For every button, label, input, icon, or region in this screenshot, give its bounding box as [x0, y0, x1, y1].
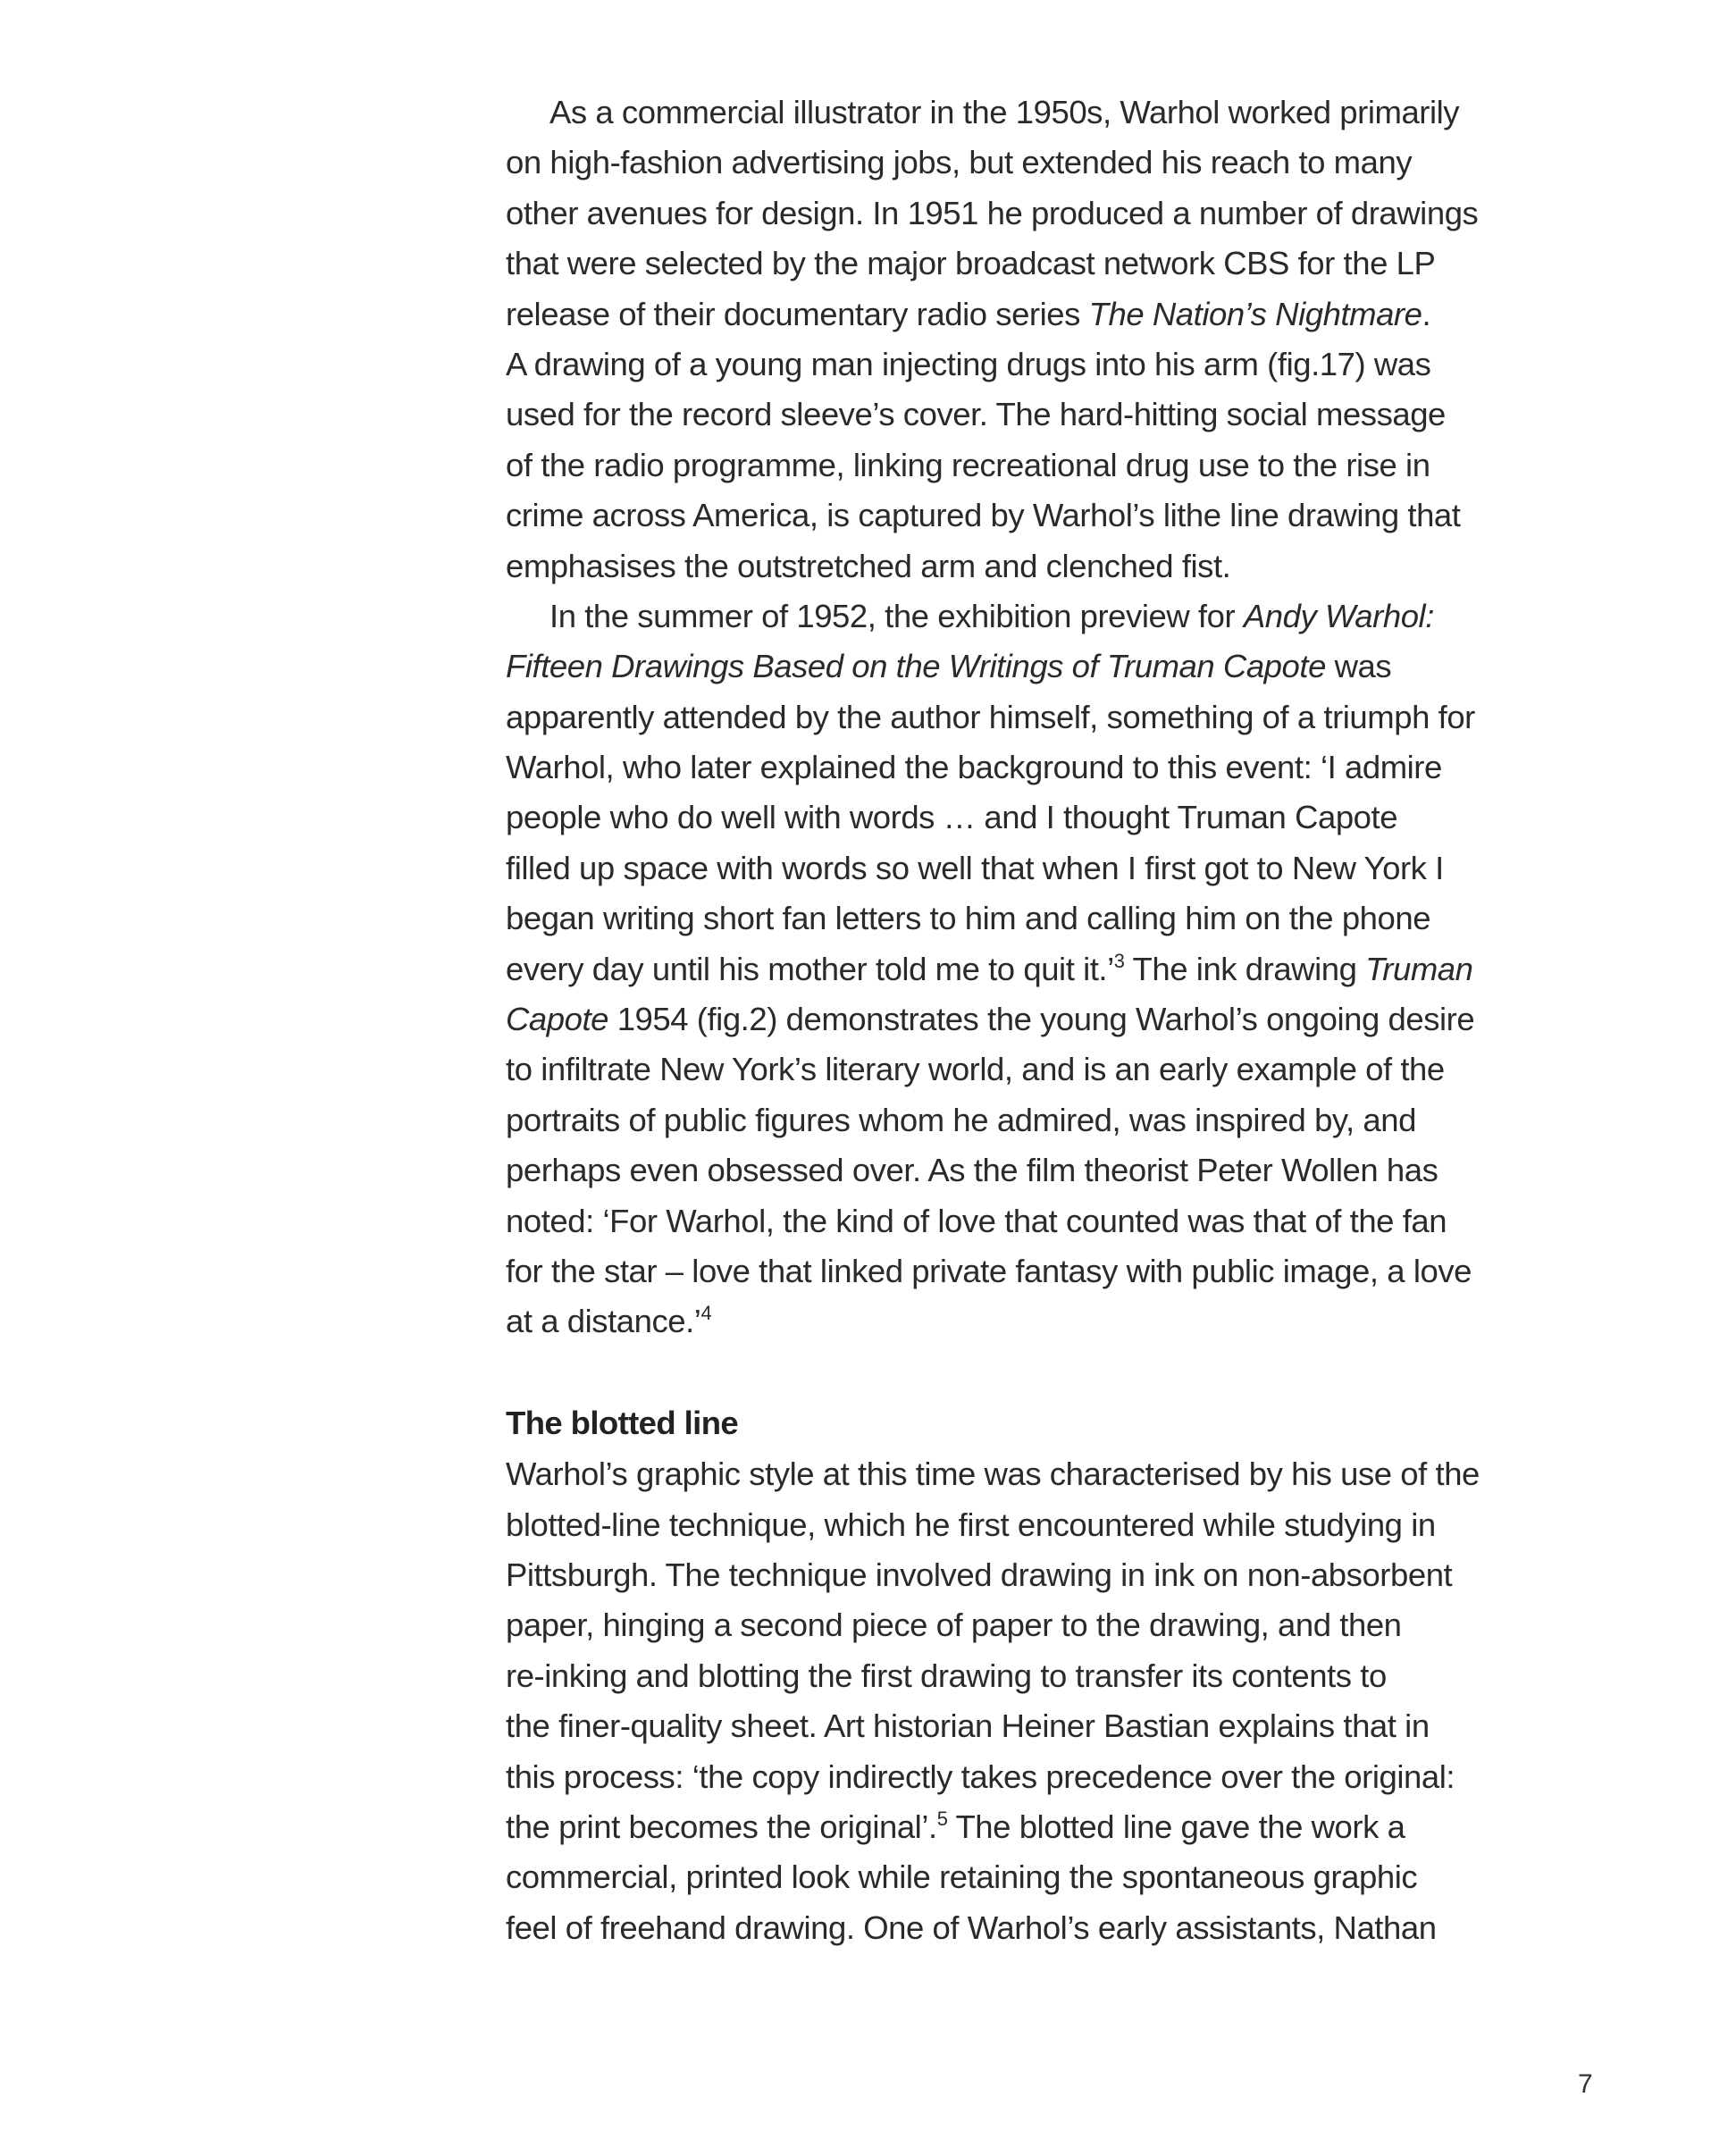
- text-line: [506, 1196, 1605, 1246]
- text-line: [506, 1651, 1605, 1701]
- text-line: [506, 793, 1605, 843]
- text-line: [506, 642, 1605, 692]
- text-run: As a commercial illustrator in the 1950s, Warhol worked primarily: [549, 94, 1460, 130]
- text-line: [506, 1852, 1605, 1902]
- text-run: perhaps even obsessed over. As the film theorist Peter Wollen has: [506, 1152, 1438, 1189]
- text-run: Warhol, who later explained the background to this event: ‘I admire: [506, 749, 1442, 786]
- footnote-marker: 3: [1113, 949, 1125, 972]
- text-run: Warhol’s graphic style at this time was characterised by his use of the: [506, 1456, 1480, 1493]
- text-line: [506, 1145, 1605, 1195]
- text-line: [506, 440, 1605, 491]
- text-line: [506, 591, 1605, 642]
- text-line: [506, 541, 1605, 591]
- text-run: emphasises the outstretched arm and clenched fist.: [506, 547, 1231, 584]
- footnote-marker: 5: [936, 1807, 948, 1830]
- text-run: used for the record sleeve’s cover. The hard-hitting social message: [506, 396, 1446, 433]
- text-line: [506, 1550, 1605, 1600]
- text-line: [506, 944, 1605, 994]
- paragraph: [506, 591, 1605, 1347]
- text-run: feel of freehand drawing. One of Warhol’s early assistants, Nathan: [506, 1909, 1437, 1946]
- text-run: portraits of public figures whom he admired, was inspired by, and: [506, 1101, 1416, 1138]
- text-run: release of their documentary radio series: [506, 295, 1089, 332]
- text-run: of the radio programme, linking recreational drug use to the rise in: [506, 446, 1430, 483]
- text-run: A drawing of a young man injecting drugs into his arm (fig.17) was: [506, 345, 1431, 382]
- text-run: people who do well with words … and I thought Truman Capote: [506, 799, 1398, 836]
- text-run: The ink drawing: [1124, 950, 1366, 987]
- italic-title: Capote: [506, 1001, 608, 1038]
- text-run: .: [1422, 295, 1431, 332]
- text-line: [506, 390, 1605, 440]
- text-line: [506, 491, 1605, 541]
- text-run: began writing short fan letters to him and calling him on the phone: [506, 900, 1431, 937]
- text-line: [506, 239, 1605, 289]
- italic-title: Andy Warhol:: [1243, 597, 1434, 634]
- italic-title: Fifteen Drawings Based on the Writings of Truman Capote: [506, 648, 1326, 685]
- text-line: [506, 189, 1605, 239]
- text-run: re-inking and blotting the first drawing to transfer its contents to: [506, 1657, 1387, 1694]
- text-line: [506, 742, 1605, 793]
- text-line: [506, 994, 1605, 1044]
- text-line: [506, 1095, 1605, 1145]
- body-text-column: [506, 88, 1605, 1953]
- text-line: [506, 692, 1605, 742]
- italic-title: Truman: [1365, 950, 1473, 987]
- text-run: was: [1325, 648, 1392, 685]
- text-run: Pittsburgh. The technique involved drawing in ink on non-absorbent: [506, 1556, 1453, 1593]
- footnote-marker: 4: [700, 1302, 712, 1325]
- text-run: blotted-line technique, which he first encountered while studying in: [506, 1506, 1436, 1543]
- text-run: commercial, printed look while retaining the spontaneous graphic: [506, 1858, 1418, 1896]
- text-line: [506, 893, 1605, 944]
- paragraph: [506, 88, 1605, 591]
- text-line: [506, 1296, 1605, 1346]
- text-run: the print becomes the original’.: [506, 1808, 937, 1845]
- text-line: [506, 1600, 1605, 1650]
- text-run: to infiltrate New York’s literary world, and is an early example of the: [506, 1051, 1445, 1088]
- text-run: for the star – love that linked private fantasy with public image, a love: [506, 1252, 1472, 1289]
- text-line: [506, 1701, 1605, 1751]
- text-run: filled up space with words so well that when I first got to New York I: [506, 849, 1444, 886]
- text-run: paper, hinging a second piece of paper to the drawing, and then: [506, 1607, 1402, 1644]
- text-line: [506, 1752, 1605, 1802]
- text-run: on high-fashion advertising jobs, but extended his reach to many: [506, 144, 1413, 181]
- text-run: at a distance.’: [506, 1303, 701, 1340]
- text-run: other avenues for design. In 1951 he produced a number of drawings: [506, 194, 1479, 231]
- text-line: [506, 88, 1605, 138]
- text-line: [506, 1044, 1605, 1095]
- text-run: 1954 (fig.2) demonstrates the young Warhol’s ongoing desire: [608, 1001, 1475, 1038]
- text-run: noted: ‘For Warhol, the kind of love that counted was that of the fan: [506, 1202, 1447, 1239]
- text-run: apparently attended by the author himself, something of a triumph for: [506, 698, 1475, 735]
- section-gap: [506, 1347, 1605, 1397]
- text-line: [506, 1246, 1605, 1296]
- page-number: 7: [1578, 2069, 1593, 2099]
- text-line: [506, 1903, 1605, 1953]
- text-line: [506, 340, 1605, 390]
- intro-paragraphs: [506, 88, 1605, 1347]
- text-run: crime across America, is captured by Warhol’s lithe line drawing that: [506, 497, 1461, 534]
- section-heading: The blotted line: [506, 1405, 739, 1442]
- text-line: [506, 1802, 1605, 1852]
- italic-title: The Nation’s Nightmare: [1088, 295, 1422, 332]
- text-run: the finer-quality sheet. Art historian Heiner Bastian explains that in: [506, 1707, 1430, 1745]
- text-run: this process: ‘the copy indirectly takes precedence over the original:: [506, 1758, 1455, 1795]
- text-line: [506, 138, 1605, 188]
- text-line: [506, 843, 1605, 893]
- text-run: The blotted line gave the work a: [947, 1808, 1405, 1845]
- text-line: [506, 1449, 1605, 1499]
- text-line: [506, 289, 1605, 340]
- text-run: that were selected by the major broadcast network CBS for the LP: [506, 245, 1436, 282]
- text-line: [506, 1500, 1605, 1550]
- text-run: In the summer of 1952, the exhibition preview for: [549, 597, 1244, 634]
- section-paragraph: [506, 1449, 1605, 1953]
- text-run: every day until his mother told me to quit it.’: [506, 950, 1114, 987]
